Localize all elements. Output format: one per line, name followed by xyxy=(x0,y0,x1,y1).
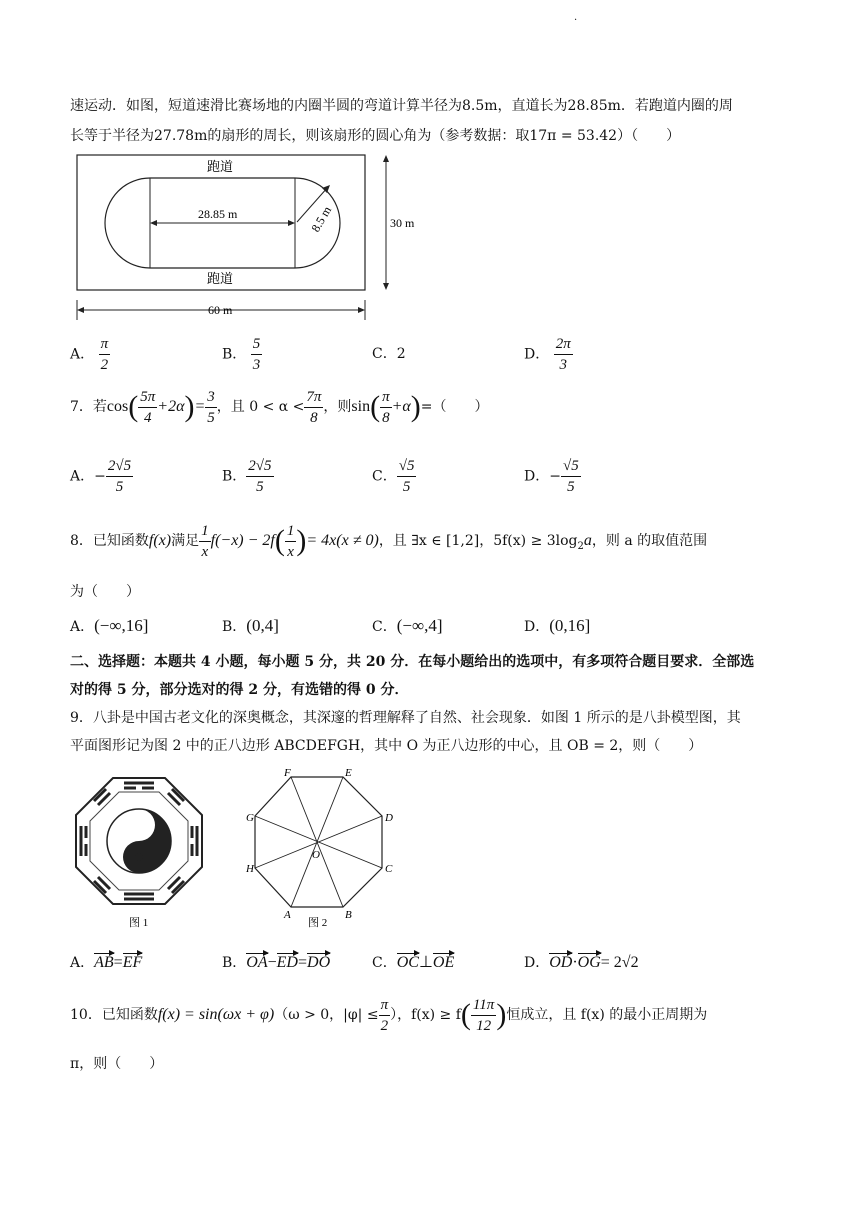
q10-line2: π，则（ ） xyxy=(70,1056,164,1072)
track-figure xyxy=(70,150,415,325)
q8-option-d[interactable]: D．(0,16] xyxy=(524,616,591,635)
section2-line2: 对的得 5 分，部分选对的得 2 分，有选错的得 0 分． xyxy=(70,682,409,698)
q7-option-b[interactable]: B． $\frac{2√5}{5}$ xyxy=(222,458,272,495)
track-top-label: 跑道 xyxy=(207,159,234,174)
q7-option-c[interactable]: C． $\frac{√5}{5}$ xyxy=(372,458,415,495)
svg-text:O: O xyxy=(312,849,320,861)
svg-text:C: C xyxy=(385,863,393,875)
q8-option-a[interactable]: A．(−∞,16] xyxy=(70,616,149,635)
q9-option-d[interactable]: D．OD·OG= 2√2 xyxy=(524,954,639,971)
straight-label: 28.85 m xyxy=(198,207,238,221)
q6-option-d[interactable]: D． $\frac{2\pi}{3}$ xyxy=(524,336,571,373)
svg-text:H: H xyxy=(246,863,254,875)
q6-option-c[interactable]: C．2 xyxy=(372,346,406,362)
radius-label: 8.5 m xyxy=(308,203,335,235)
q6-line1: 速运动．如图，短道速滑比赛场地的内圈半圆的弯道计算半径为8.5m，直道长为28.85m．若跑道内圈的周 xyxy=(70,98,733,114)
svg-text:G: G xyxy=(246,812,254,824)
svg-text:D: D xyxy=(385,812,393,824)
track-bottom-label: 跑道 xyxy=(207,271,234,286)
width-label: 60 m xyxy=(208,303,233,317)
height-label: 30 m xyxy=(390,216,415,230)
octagon-figure xyxy=(246,768,396,938)
bagua-figure xyxy=(74,776,204,936)
svg-text:B: B xyxy=(345,909,352,921)
q8-line2: 为（ ） xyxy=(70,584,140,600)
q8-option-c[interactable]: C．(−∞,4] xyxy=(372,616,443,635)
q6-option-a[interactable]: A． $\frac{\pi}{2}$ xyxy=(70,336,109,373)
q9-option-c[interactable]: C．OC⊥OE xyxy=(372,954,455,971)
q9-line2: 平面图形记为图 2 中的正八边形 ABCDEFGH，其中 O 为正八边形的中心，且 OB = 2，则（ ） xyxy=(70,738,703,754)
q10-stem: 10．已知函数f(x) = sin(ωx + φ)（ω > 0，|φ| ≤ $\frac{\pi}{2}$ ），f(x) ≥ f( $\frac{11\pi}{12}$ )恒成立，且 f(x) 的最小正周期为 xyxy=(70,996,708,1034)
q7-stem: 7．若cos( $\frac{5\pi}{4}$ +2α)= $\frac{3}{5}$ ，且 0 < α < $\frac{7\pi}{8}$ ，则sin( $\frac{\pi}{8}$ +α)=（ ） xyxy=(70,388,489,426)
q9-option-b[interactable]: B．OA−ED=DO xyxy=(222,954,331,971)
q7-option-d[interactable]: D．− $\frac{√5}{5}$ xyxy=(524,458,579,495)
fig1-caption: 图 1 xyxy=(129,917,149,929)
section2-line1: 二、选择题：本题共 4 小题，每小题 5 分，共 20 分．在每小题给出的选项中，有多项符合题目要求．全部选 xyxy=(70,654,755,670)
q7-option-a[interactable]: A．− $\frac{2√5}{5}$ xyxy=(70,458,132,495)
q8-stem: 8．已知函数f(x)满足 $\frac{1}{x}$ f(−x) − 2f( $\frac{1}{x}$ )= 4x(x ≠ 0)，且 ∃x ∈ [1,2]，$5f(x) \ge 3\log_2a$，则 a 的取值范围 xyxy=(70,522,708,560)
svg-text:A: A xyxy=(284,909,291,921)
header-dot: . xyxy=(574,12,578,23)
q8-option-b[interactable]: B．(0,4] xyxy=(222,616,279,635)
q6-option-b[interactable]: B． $\frac{5}{3}$ xyxy=(222,336,261,373)
q6-line2: 长等于半径为27.78m的扇形的周长，则该扇形的圆心角为（参考数据：取17π = 53.42）（ ） xyxy=(70,128,681,144)
q9-option-a[interactable]: A．AB=EF xyxy=(70,954,143,971)
fig2-caption: 图 2 xyxy=(308,917,328,929)
svg-text:F: F xyxy=(284,767,291,779)
svg-text:E: E xyxy=(345,767,352,779)
q9-line1: 9．八卦是中国古老文化的深奥概念，其深邃的哲理解释了自然、社会现象．如图 1 所示的是八卦模型图，其 xyxy=(70,710,741,726)
